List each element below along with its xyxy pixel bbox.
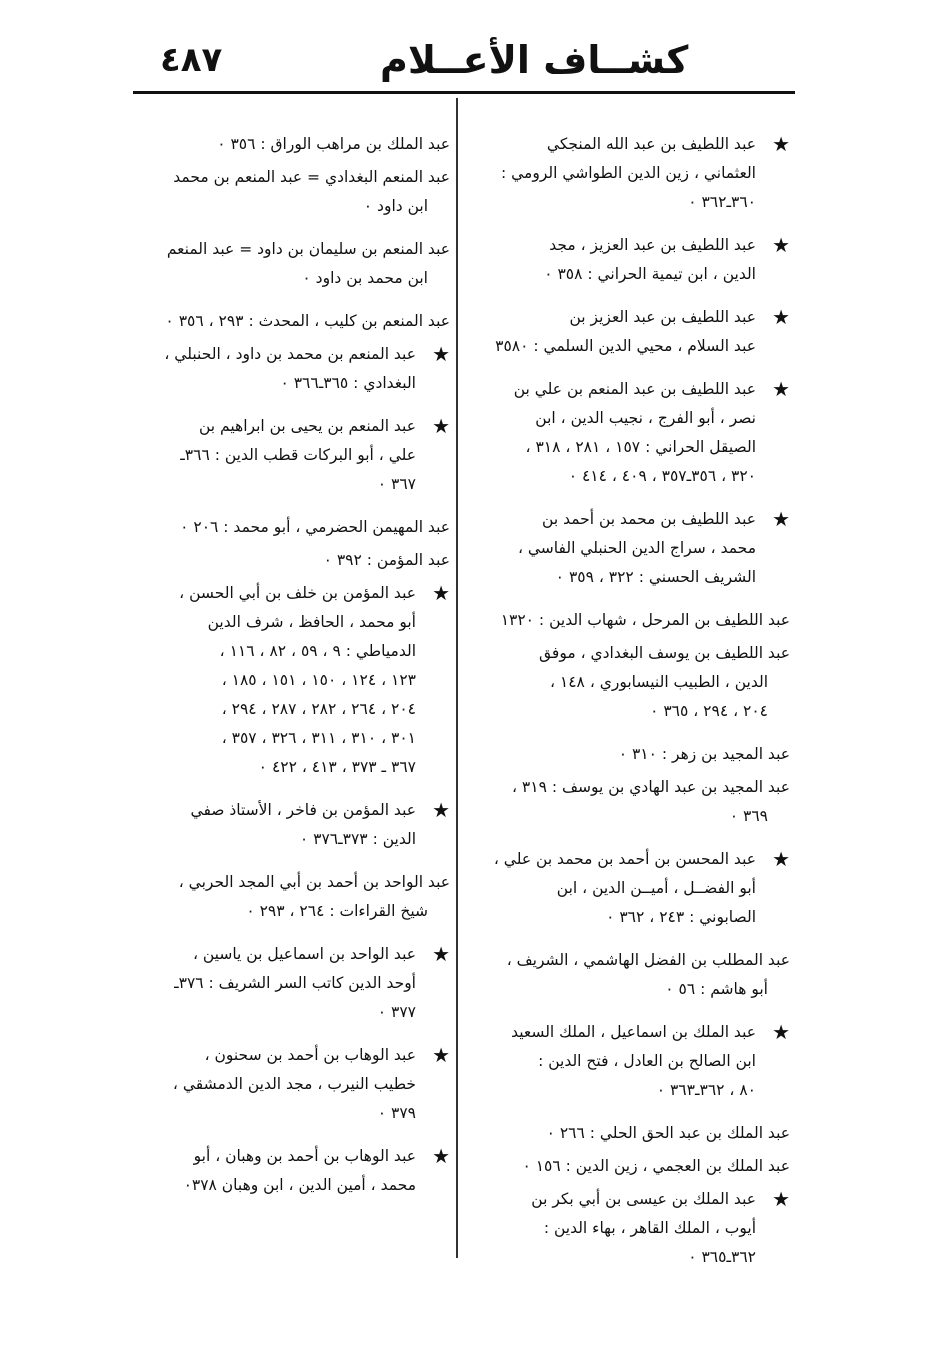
star-icon: ★: [772, 377, 790, 401]
star-icon: ★: [432, 1144, 450, 1168]
entry-line: عبد المؤمن بن خلف بن أبي الحسن ،: [179, 584, 416, 602]
index-entry: [470, 1185, 790, 1272]
entry-line: ٣٦٩ ٠: [729, 807, 768, 825]
entry-line: ابن محمد بن داود ٠: [302, 269, 428, 287]
entry-line: عبد المؤمن : ٣٩٢ ٠: [323, 551, 450, 569]
entry-line: ٣٦٠ـ٣٦٢ ٠: [688, 193, 756, 211]
star-icon: ★: [432, 342, 450, 366]
star-icon: ★: [432, 798, 450, 822]
header-rule: [133, 91, 795, 94]
index-entry: [470, 303, 790, 361]
entry-line: خطيب النيرب ، مجد الدين الدمشقي ،: [172, 1075, 416, 1093]
star-icon: ★: [772, 233, 790, 257]
index-entry: [128, 796, 450, 854]
entry-line: عبد المنعم بن سليمان بن داود = عبد المنعم: [166, 240, 450, 258]
entry-line: ٣٦٧ ٠: [377, 475, 416, 493]
column-divider: [456, 98, 458, 1258]
entry-line: عبد المطلب بن الفضل الهاشمي ، الشريف ،: [506, 951, 790, 969]
entry-line: عبد الملك بن مراهب الوراق : ٣٥٦ ٠: [217, 135, 450, 153]
star-icon: ★: [772, 507, 790, 531]
index-entry: [470, 1152, 790, 1181]
index-entry: [470, 505, 790, 592]
star-icon: ★: [432, 581, 450, 605]
star-icon: ★: [432, 1043, 450, 1067]
entry-line: الدين : ٣٧٣ـ٣٧٦ ٠: [299, 830, 416, 848]
entry-line: العثماني ، زين الدين الطواشي الرومي :: [500, 164, 756, 182]
index-entry: [470, 1119, 790, 1148]
entry-line: عبد المنعم البغدادي = عبد المنعم بن محمد: [173, 168, 450, 186]
entry-line: عبد اللطيف بن عبد الله المنجكي: [546, 135, 756, 153]
entry-line: عبد الوهاب بن أحمد بن وهبان ، أبو: [193, 1147, 416, 1165]
index-entry: [470, 375, 790, 491]
entry-line: عبد اللطيف بن عبد المنعم بن علي بن: [513, 380, 756, 398]
index-entry: [128, 868, 450, 926]
entry-line: ٣٢٠ ، ٣٥٦ـ٣٥٧ ، ٤٠٩ ، ٤١٤ ٠: [568, 467, 756, 485]
index-entry: [470, 231, 790, 289]
entry-line: عبد السلام ، محيي الدين السلمي : ٣٥٨٠: [495, 337, 756, 355]
left-column: [128, 130, 450, 1214]
entry-line: الدمياطي : ٩ ، ٥٩ ، ٨٢ ، ١١٦ ،: [219, 642, 416, 660]
index-entry: [128, 513, 450, 542]
star-icon: ★: [432, 414, 450, 438]
star-icon: ★: [772, 1187, 790, 1211]
entry-line: ١٢٣ ، ١٢٤ ، ١٥٠ ، ١٥١ ، ١٨٥ ،: [221, 671, 416, 689]
entry-line: أبو هاشم : ٥٦ ٠: [665, 980, 768, 998]
star-icon: ★: [432, 942, 450, 966]
entry-line: الدين ، ابن تيمية الحراني : ٣٥٨ ٠: [544, 265, 756, 283]
entry-line: أبو محمد ، الحافظ ، شرف الدين: [207, 613, 416, 631]
entry-line: عبد اللطيف بن محمد بن أحمد بن: [542, 510, 756, 528]
index-entry: [128, 940, 450, 1027]
entry-line: عبد المهيمن الحضرمي ، أبو محمد : ٢٠٦ ٠: [180, 518, 450, 536]
entry-line: محمد ، أمين الدين ، ابن وهبان ٠٣٧٨: [183, 1176, 416, 1194]
entry-line: عبد المنعم بن يحيى بن ابراهيم بن: [199, 417, 416, 435]
star-icon: ★: [772, 305, 790, 329]
entry-line: نصر ، أبو الفرج ، نجيب الدين ، ابن: [535, 409, 756, 427]
index-entry: [470, 639, 790, 726]
index-entry: [128, 579, 450, 782]
entry-line: أيوب ، الملك القاهر ، بهاء الدين :: [543, 1219, 756, 1237]
entry-line: ٣٦٢ـ٣٦٥ ٠: [688, 1248, 756, 1266]
entry-line: عبد الوهاب بن أحمد بن سحنون ،: [204, 1046, 416, 1064]
entry-line: عبد اللطيف بن يوسف البغدادي ، موفق: [539, 644, 790, 662]
index-entry: [470, 606, 790, 635]
right-column: [470, 130, 790, 1286]
entry-line: عبد الواحد بن أحمد بن أبي المجد الحربي ،: [178, 873, 450, 891]
index-entry: [470, 130, 790, 217]
index-entry: [128, 235, 450, 293]
page-number: ٤٨٧: [160, 40, 223, 80]
entry-line: علي ، أبو البركات قطب الدين : ٣٦٦ـ: [180, 446, 416, 464]
index-entry: [128, 163, 450, 221]
entry-line: الشريف الحسني : ٣٢٢ ، ٣٥٩ ٠: [555, 568, 756, 586]
entry-line: ابن الصالح بن العادل ، فتح الدين :: [538, 1052, 756, 1070]
entry-line: عبد الملك بن عبد الحق الحلي : ٢٦٦ ٠: [546, 1124, 790, 1142]
entry-line: عبد اللطيف بن عبد العزيز بن: [569, 308, 756, 326]
entry-line: عبد الملك بن العجمي ، زين الدين : ١٥٦ ٠: [522, 1157, 790, 1175]
star-icon: ★: [772, 1020, 790, 1044]
entry-line: عبد المحسن بن أحمد بن محمد بن علي ،: [493, 850, 756, 868]
entry-line: عبد اللطيف بن المرحل ، شهاب الدين : ١٣٢٠: [500, 611, 790, 629]
entry-line: عبد اللطيف بن عبد العزيز ، مجد: [549, 236, 756, 254]
running-title: كشــاف الأعــلام: [380, 38, 689, 82]
entry-line: الصيقل الحراني : ١٥٧ ، ٢٨١ ، ٣١٨ ،: [525, 438, 756, 456]
entry-line: عبد الواحد بن اسماعيل بن ياسين ،: [192, 945, 416, 963]
entry-line: ٣٠١ ، ٣١٠ ، ٣١١ ، ٣٢٦ ، ٣٥٧ ،: [221, 729, 416, 747]
entry-line: عبد المجيد بن زهر : ٣١٠ ٠: [618, 745, 790, 763]
entry-line: عبد الملك بن عيسى بن أبي بكر بن: [531, 1190, 756, 1208]
entry-line: ٣٦٧ ـ ٣٧٣ ، ٤١٣ ، ٤٢٢ ٠: [258, 758, 416, 776]
entry-line: عبد المنعم بن محمد بن داود ، الحنبلي ،: [164, 345, 416, 363]
entry-line: ٨٠ ، ٣٦٢ـ٣٦٣ ٠: [656, 1081, 756, 1099]
index-entry: [128, 307, 450, 336]
entry-line: الصابوني : ٢٤٣ ، ٣٦٢ ٠: [606, 908, 756, 926]
entry-line: ٢٠٤ ، ٢٩٤ ، ٣٦٥ ٠: [650, 702, 768, 720]
entry-line: عبد الملك بن اسماعيل ، الملك السعيد: [511, 1023, 756, 1041]
index-entry: [128, 340, 450, 398]
index-entry: [470, 773, 790, 831]
entry-line: شيخ القراءات : ٢٦٤ ، ٢٩٣ ٠: [246, 902, 428, 920]
index-entry: [128, 130, 450, 159]
entry-line: ٣٧٧ ٠: [377, 1003, 416, 1021]
index-entry: [470, 740, 790, 769]
star-icon: ★: [772, 847, 790, 871]
entry-line: ٢٠٤ ، ٢٦٤ ، ٢٨٢ ، ٢٨٧ ، ٢٩٤ ،: [221, 700, 416, 718]
star-icon: ★: [772, 132, 790, 156]
index-entry: [128, 1142, 450, 1200]
index-entry: [470, 946, 790, 1004]
entry-line: محمد ، سراج الدين الحنبلي الفاسي ،: [517, 539, 756, 557]
index-entry: [128, 546, 450, 575]
entry-line: البغدادي : ٣٦٥ـ٣٦٦ ٠: [280, 374, 416, 392]
entry-line: عبد المجيد بن عبد الهادي بن يوسف : ٣١٩ ،: [511, 778, 790, 796]
index-entry: [470, 1018, 790, 1105]
entry-line: عبد المنعم بن كليب ، المحدث : ٢٩٣ ، ٣٥٦ ٠: [165, 312, 450, 330]
index-entry: [470, 845, 790, 932]
entry-line: أوحد الدين كاتب السر الشريف : ٣٧٦ـ: [174, 974, 416, 992]
entry-line: الدين ، الطبيب النيسابوري ، ١٤٨ ،: [549, 673, 768, 691]
entry-line: ٣٧٩ ٠: [377, 1104, 416, 1122]
index-entry: [128, 1041, 450, 1128]
index-entry: [128, 412, 450, 499]
entry-line: ابن داود ٠: [363, 197, 428, 215]
entry-line: أبو الفضــل ، أميــن الدين ، ابن: [556, 879, 756, 897]
entry-line: عبد المؤمن بن فاخر ، الأستاذ صفي: [190, 801, 416, 819]
